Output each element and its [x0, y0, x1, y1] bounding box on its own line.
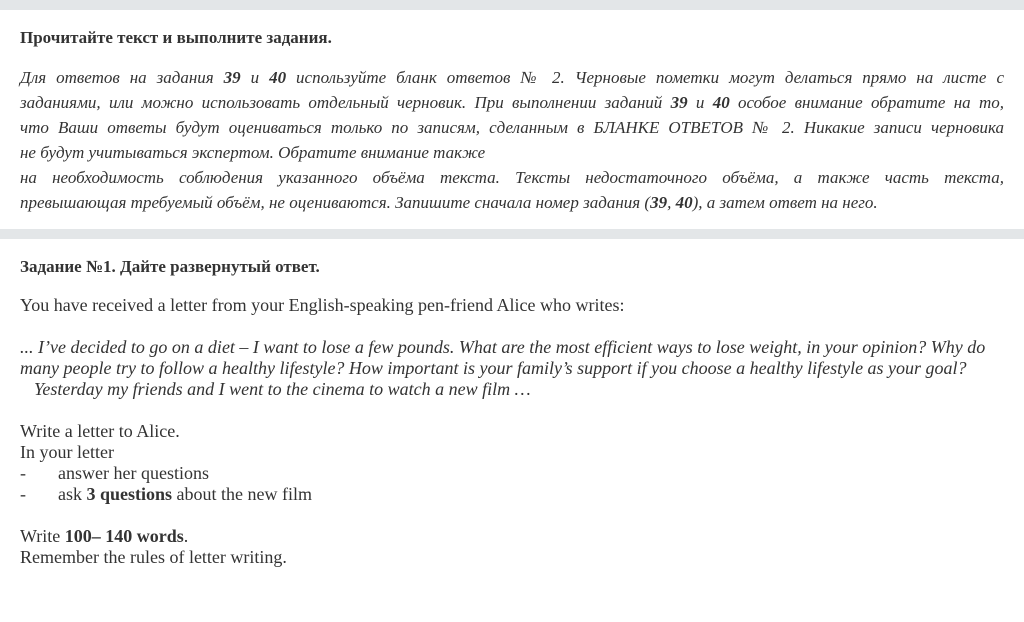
instructions-section — [0, 10, 1024, 215]
list-text: ask — [58, 484, 87, 504]
task-section — [0, 239, 1024, 568]
word-limit-bold: 100– 140 words — [64, 526, 184, 546]
list-text: about the new film — [172, 484, 312, 504]
instructions-line: заданиями, или можно использовать отдельный черновик. При выполнении заданий 39 и 40 особое внимание обратите на то, — [20, 93, 1005, 112]
letter-line: ... I’ve decided to go on a diet – I want to lose a few pounds. What are the most efficient ways to lose weight, in your opinion? Why do — [20, 337, 986, 357]
section-divider — [0, 229, 1024, 239]
list-item — [20, 484, 1004, 505]
task-intro: You have received a letter from your English-speaking pen-friend Alice who writes: — [20, 295, 625, 315]
list-item — [20, 463, 1004, 484]
list-text-bold: 3 questions — [86, 484, 173, 504]
instructions-text — [20, 65, 1004, 215]
instructions-line: превышающая требуемый объём, не оцениваются. Запишите сначала номер задания (39, 40), а затем ответ на него. — [20, 193, 878, 212]
list-dash: - — [20, 484, 26, 504]
instructions-line: не будут учитываться экспертом. Обратите внимание также — [20, 143, 486, 162]
list-text: answer her questions — [58, 463, 209, 483]
instructions-line: на необходимость соблюдения указанного объёма текста. Тексты недостаточного объёма, а также часть текста, — [20, 168, 1004, 187]
remember-line: Remember the rules of letter writing. — [20, 547, 287, 567]
letter-line: Yesterday my friends and I went to the cinema to watch a new film … — [34, 379, 531, 399]
list-dash: - — [20, 463, 26, 483]
instructions-line: что Ваши ответы будут оцениваться только по записям, сделанным в БЛАНКЕ ОТВЕТОВ № 2. Никакие записи черновика — [20, 118, 1004, 137]
instructions-title: Прочитайте текст и выполните задания. — [20, 28, 332, 47]
instructions-line: Для ответов на задания 39 и 40 используйте бланк ответов № 2. Черновые пометки могут делаться прямо на листе с — [20, 68, 1004, 87]
task-title: Задание №1. Дайте развернутый ответ. — [20, 257, 320, 276]
word-limit-text: . — [183, 526, 189, 546]
task-instructions — [20, 421, 1004, 505]
word-limit-text: Write — [20, 526, 65, 546]
word-limit-line — [20, 526, 1004, 547]
write-to-line: Write a letter to Alice. — [20, 421, 180, 441]
letter-line: many people try to follow a healthy lifestyle? How important is your family’s support if you choose a healthy lifestyle as your goal? — [20, 358, 967, 378]
top-divider — [0, 0, 1024, 10]
letter-excerpt — [20, 337, 1004, 400]
in-your-letter-line: In your letter — [20, 442, 114, 462]
requirements — [20, 526, 1004, 568]
